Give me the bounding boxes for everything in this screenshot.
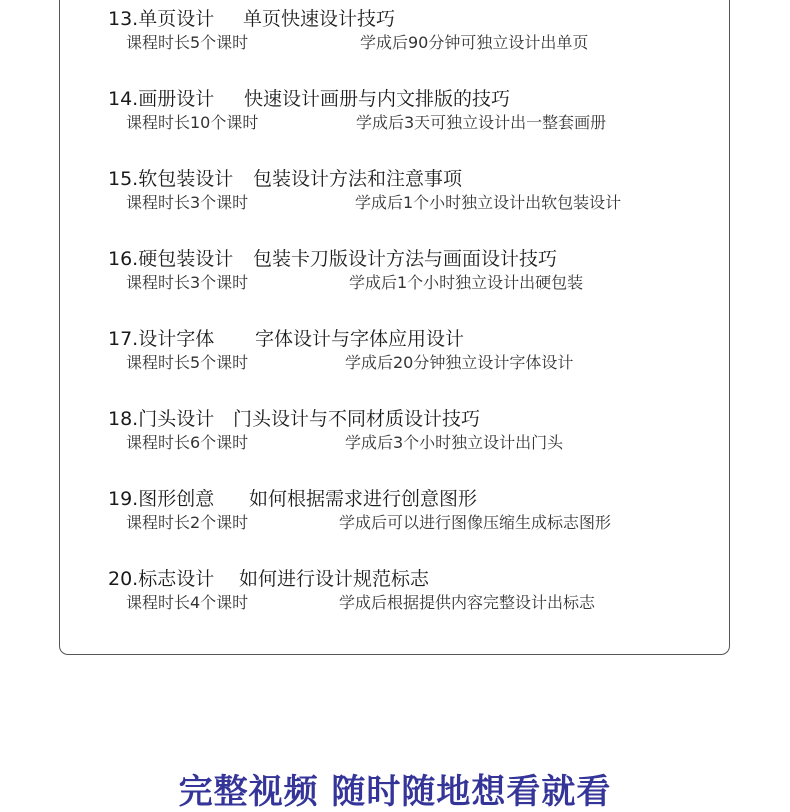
course-item	[108, 8, 589, 53]
course-title	[108, 408, 480, 430]
course-name: 15.软包装设计	[108, 168, 234, 190]
course-title	[108, 488, 477, 510]
course-meta	[108, 33, 589, 53]
course-title	[108, 248, 557, 270]
course-duration: 课程时长5个课时	[126, 353, 249, 372]
course-topic: 门头设计与不同材质设计技巧	[233, 408, 481, 430]
course-topic: 如何进行设计规范标志	[239, 568, 430, 590]
course-item	[108, 568, 596, 613]
course-name: 16.硬包装设计	[108, 248, 234, 270]
course-item	[108, 168, 622, 213]
course-duration: 课程时长3个课时	[126, 193, 249, 212]
course-outcome: 学成后90分钟可独立设计出单页	[360, 33, 589, 52]
course-outcome: 学成后根据提供内容完整设计出标志	[339, 593, 596, 612]
section-heading: 完整视频 随时随地想看就看	[178, 772, 612, 812]
course-topic: 包装卡刀版设计方法与画面设计技巧	[253, 248, 558, 270]
course-name: 18.门头设计	[108, 408, 215, 430]
course-title	[108, 328, 464, 350]
course-meta	[108, 433, 564, 453]
course-duration: 课程时长2个课时	[126, 513, 249, 532]
course-title	[108, 568, 429, 590]
course-name: 20.标志设计	[108, 568, 215, 590]
course-outcome: 学成后可以进行图像压缩生成标志图形	[339, 513, 612, 532]
course-item	[108, 88, 607, 133]
course-item	[108, 248, 584, 293]
course-name: 19.图形创意	[108, 488, 215, 510]
course-topic: 快速设计画册与内文排版的技巧	[244, 88, 511, 110]
course-title	[108, 168, 462, 190]
course-topic: 字体设计与字体应用设计	[255, 328, 465, 350]
course-name: 14.画册设计	[108, 88, 215, 110]
course-duration: 课程时长4个课时	[126, 593, 249, 612]
course-meta	[108, 113, 607, 133]
course-item	[108, 408, 564, 453]
course-meta	[108, 353, 574, 373]
course-meta	[108, 193, 622, 213]
course-duration: 课程时长5个课时	[126, 33, 249, 52]
course-name: 13.单页设计	[108, 8, 215, 30]
course-name: 17.设计字体	[108, 328, 215, 350]
course-outcome: 学成后20分钟独立设计字体设计	[345, 353, 574, 372]
course-duration: 课程时长3个课时	[126, 273, 249, 292]
course-outcome: 学成后1个小时独立设计出软包装设计	[355, 193, 622, 212]
course-outcome: 学成后3个小时独立设计出门头	[345, 433, 564, 452]
course-title	[108, 88, 510, 110]
course-topic: 包装设计方法和注意事项	[253, 168, 463, 190]
course-title	[108, 8, 395, 30]
course-duration: 课程时长10个课时	[126, 113, 259, 132]
course-item	[108, 328, 574, 373]
course-item	[108, 488, 612, 533]
course-meta	[108, 513, 612, 533]
course-outcome: 学成后3天可独立设计出一整套画册	[356, 113, 607, 132]
course-duration: 课程时长6个课时	[126, 433, 249, 452]
course-meta	[108, 593, 596, 613]
course-outcome: 学成后1个小时独立设计出硬包装	[349, 273, 584, 292]
course-topic: 如何根据需求进行创意图形	[249, 488, 478, 510]
course-topic: 单页快速设计技巧	[243, 8, 396, 30]
course-meta	[108, 273, 584, 293]
